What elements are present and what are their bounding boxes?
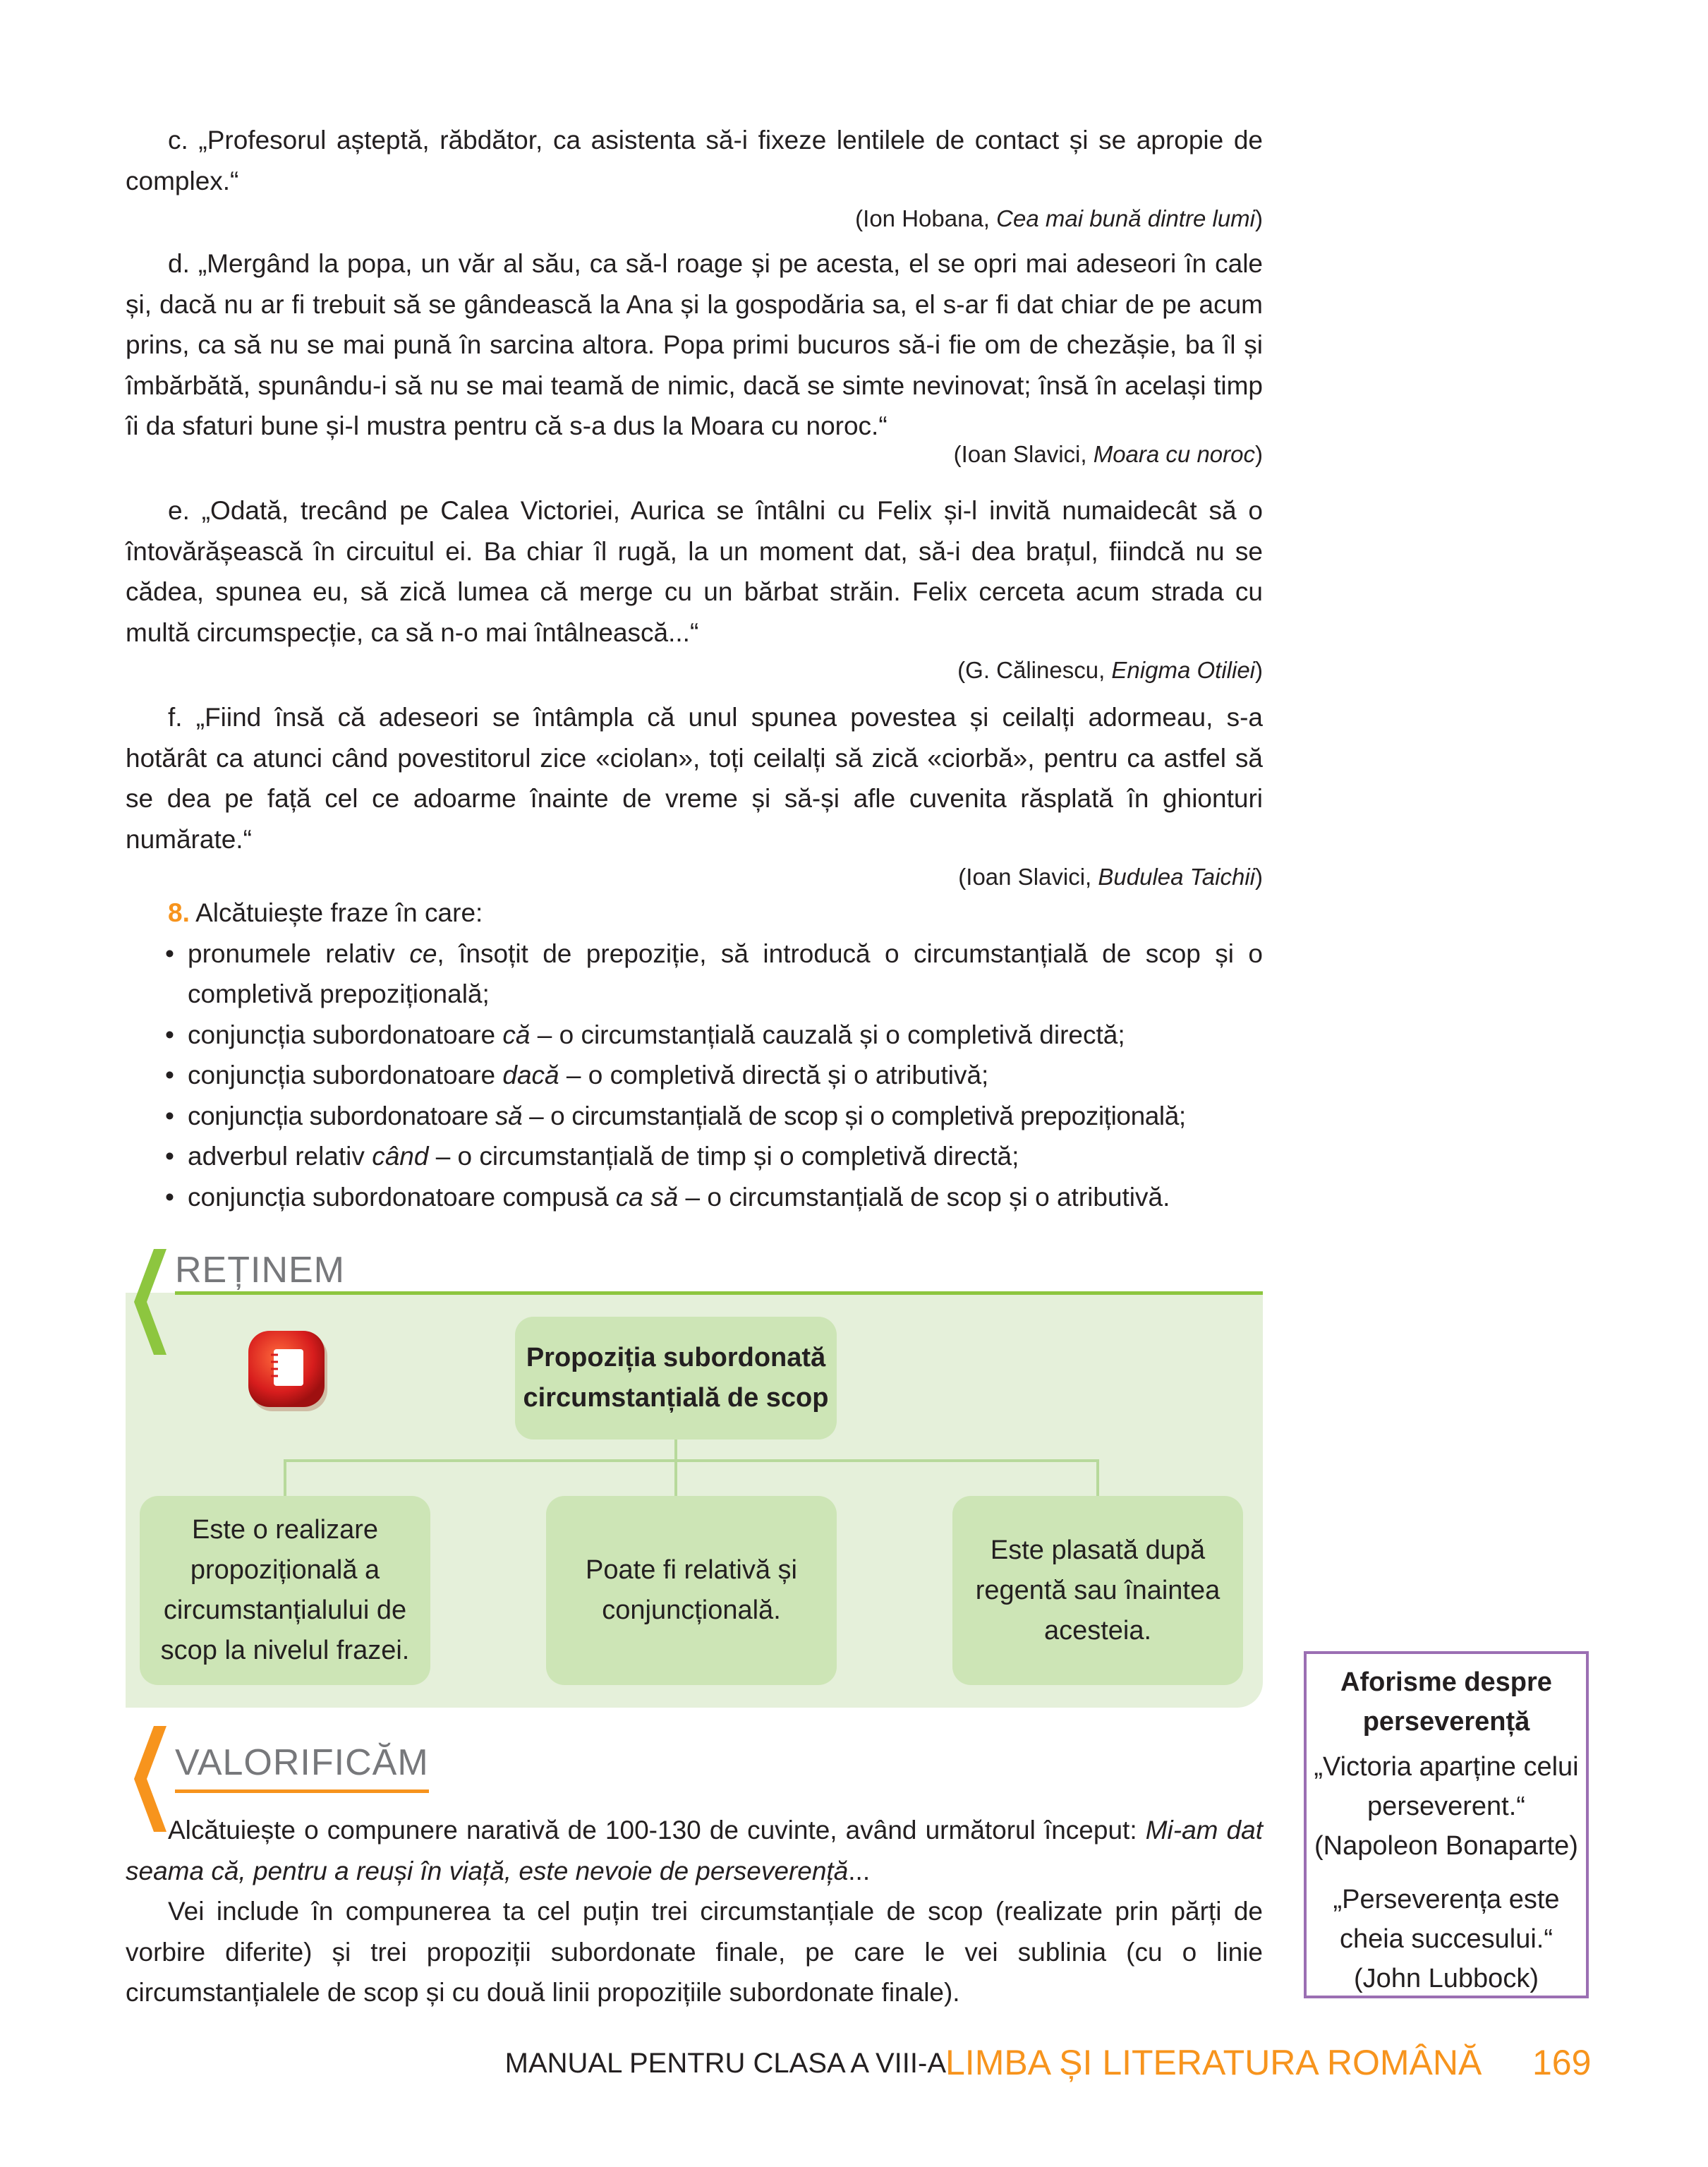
- valorificam-task: Alcătuiește o compunere narativă de 100-130 de cuvinte, având următorul început: Mi-am dat seama că, pentru a reuși în viață, este nevoie de perseverență...: [126, 1816, 1263, 1885]
- aphorism-quote-1: „Victoria aparține celui perseverent.“: [1314, 1752, 1579, 1821]
- valorificam-text: [126, 1810, 1263, 2013]
- quote-c-text: c. „Profesorul așteptă, răbdător, ca asistenta să-i fixeze lentilele de contact și se apropie de complex.“: [126, 126, 1263, 195]
- quote-d-text: d. „Mergând la popa, un văr al său, ca să-l roage și pe acesta, el se opri mai adeseori în cale și, dacă nu ar fi trebuit să se gândească la Ana și la gospodăria sa, el s-ar fi dat chiar de pe acum prins, ca să nu se mai pună în sarcina altora. Popa primi bucuros să-i fie om de chezășie, ba îl și îmbărbătă, spunându-i să nu se mai teamă de nimic, dacă se simte nevinovat; însă în același timp îi da sfaturi bune și-l mustra pentru că s-a dus la Moara cu noroc.“: [126, 249, 1263, 440]
- list-item: • pronumele relativ ce, însoțit de prepoziție, să introducă o circumstanțială de scop și o completivă prepozițională;: [126, 934, 1263, 1015]
- aphorisms-box: [1304, 1651, 1589, 1998]
- retinem-rule: [175, 1291, 1263, 1295]
- quote-e-source: (G. Călinescu, Enigma Otiliei): [957, 657, 1263, 683]
- green-chevron-icon: [126, 1249, 168, 1355]
- aphorisms-title: Aforisme despre perseverență: [1340, 1667, 1552, 1737]
- connector-right: [1096, 1459, 1099, 1496]
- quote-f-source: (Ioan Slavici, Budulea Taichii): [958, 864, 1263, 890]
- type-box: Poate fi relativă și conjuncțională.: [546, 1496, 837, 1685]
- list-item: • adverbul relativ când – o circumstanțială de timp și o completivă directă;: [126, 1136, 1263, 1177]
- quote-c-source: (Ion Hobana, Cea mai bună dintre lumi): [855, 205, 1263, 231]
- connector-vertical: [674, 1439, 677, 1496]
- position-box: Este plasată după regentă sau înaintea acesteia.: [952, 1496, 1243, 1685]
- definition-box: Este o realizare propozițională a circumstanțialului de scop la nivelul frazei.: [140, 1496, 430, 1685]
- quote-d-source: (Ioan Slavici, Moara cu noroc): [953, 440, 1263, 467]
- footer-manual-label: MANUAL PENTRU CLASA A VIII-A: [504, 2048, 946, 2079]
- quote-c-block: [126, 120, 1263, 236]
- connector-left: [284, 1459, 286, 1496]
- exercise-8: [126, 893, 1263, 1217]
- retinem-title: REȚINEM: [175, 1250, 345, 1291]
- aphorism-author-2: (John Lubbock): [1354, 1964, 1539, 1993]
- quote-e-text: e. „Odată, trecând pe Calea Victoriei, Aurica se întâlni cu Felix și-l invită numaidecât să o întovărășească în circuitul ei. Ba chiar îl rugă, la un moment dat, să-i dea brațul, fiindcă nu se cădea, spunea eu, să zică lumea că merge cu un bărbat străin. Felix cerceta acum strada cu multă circumspecție, ca să n-o mai întâlnească...“: [126, 496, 1263, 647]
- aphorism-author-1: (Napoleon Bonaparte): [1314, 1831, 1578, 1861]
- main-concept-box: Propoziția subordonată circumstanțială de scop: [515, 1317, 837, 1439]
- valorificam-title: VALORIFICĂM: [175, 1742, 429, 1783]
- page-footer: [0, 2038, 1708, 2094]
- list-item: • conjuncția subordonatoare compusă ca să – o circumstanțială de scop și o atributivă.: [126, 1177, 1263, 1218]
- quote-e-block: [126, 490, 1263, 688]
- aphorism-quote-2: „Perseverența este cheia succesului.“: [1333, 1885, 1560, 1954]
- retinem-section: [126, 1249, 1263, 1708]
- list-item: • conjuncția subordonatoare dacă – o completivă directă și o atributivă;: [126, 1055, 1263, 1096]
- exercise-8-prompt: 8. Alcătuiește fraze în care:: [168, 898, 483, 927]
- footer-subject: LIMBA ȘI LITERATURA ROMÂNĂ: [945, 2043, 1482, 2082]
- valorificam-instructions: Vei include în compunerea ta cel puțin trei circumstanțiale de scop (realizate prin părți de vorbire diferite) și trei propoziții subordonate finale, pe care le vei sublinia (cu o linie circumstanțialele de scop și cu două linii propozițiile subordonate finale).: [126, 1897, 1263, 2007]
- notebook-icon: [246, 1328, 337, 1420]
- quote-f-text: f. „Fiind însă că adeseori se întâmpla că unul spunea povestea și ceilalți adormeau, s-a hotărât ca atunci când povestitorul zice «ciolan», toți ceilalți să zică «ciorbă», pentru ca astfel să se dea pe față cel ce adoarme înainte de vreme și să-și afle cuvenita răsplată în ghionturi numărate.“: [126, 703, 1263, 854]
- valorificam-header: [126, 1734, 436, 1798]
- list-item: • conjuncția subordonatoare să – o circumstanțială de scop și o completivă prepozițională;: [126, 1096, 1263, 1137]
- list-item: • conjuncția subordonatoare că – o circumstanțială cauzală și o completivă directă;: [126, 1015, 1263, 1056]
- quote-f-block: [126, 697, 1263, 895]
- exercise-8-list: [126, 934, 1263, 1218]
- quote-d-block: [126, 243, 1263, 472]
- valorificam-underline: [175, 1789, 429, 1793]
- connector-horizontal: [284, 1459, 1099, 1462]
- page-number: 169: [1532, 2043, 1592, 2082]
